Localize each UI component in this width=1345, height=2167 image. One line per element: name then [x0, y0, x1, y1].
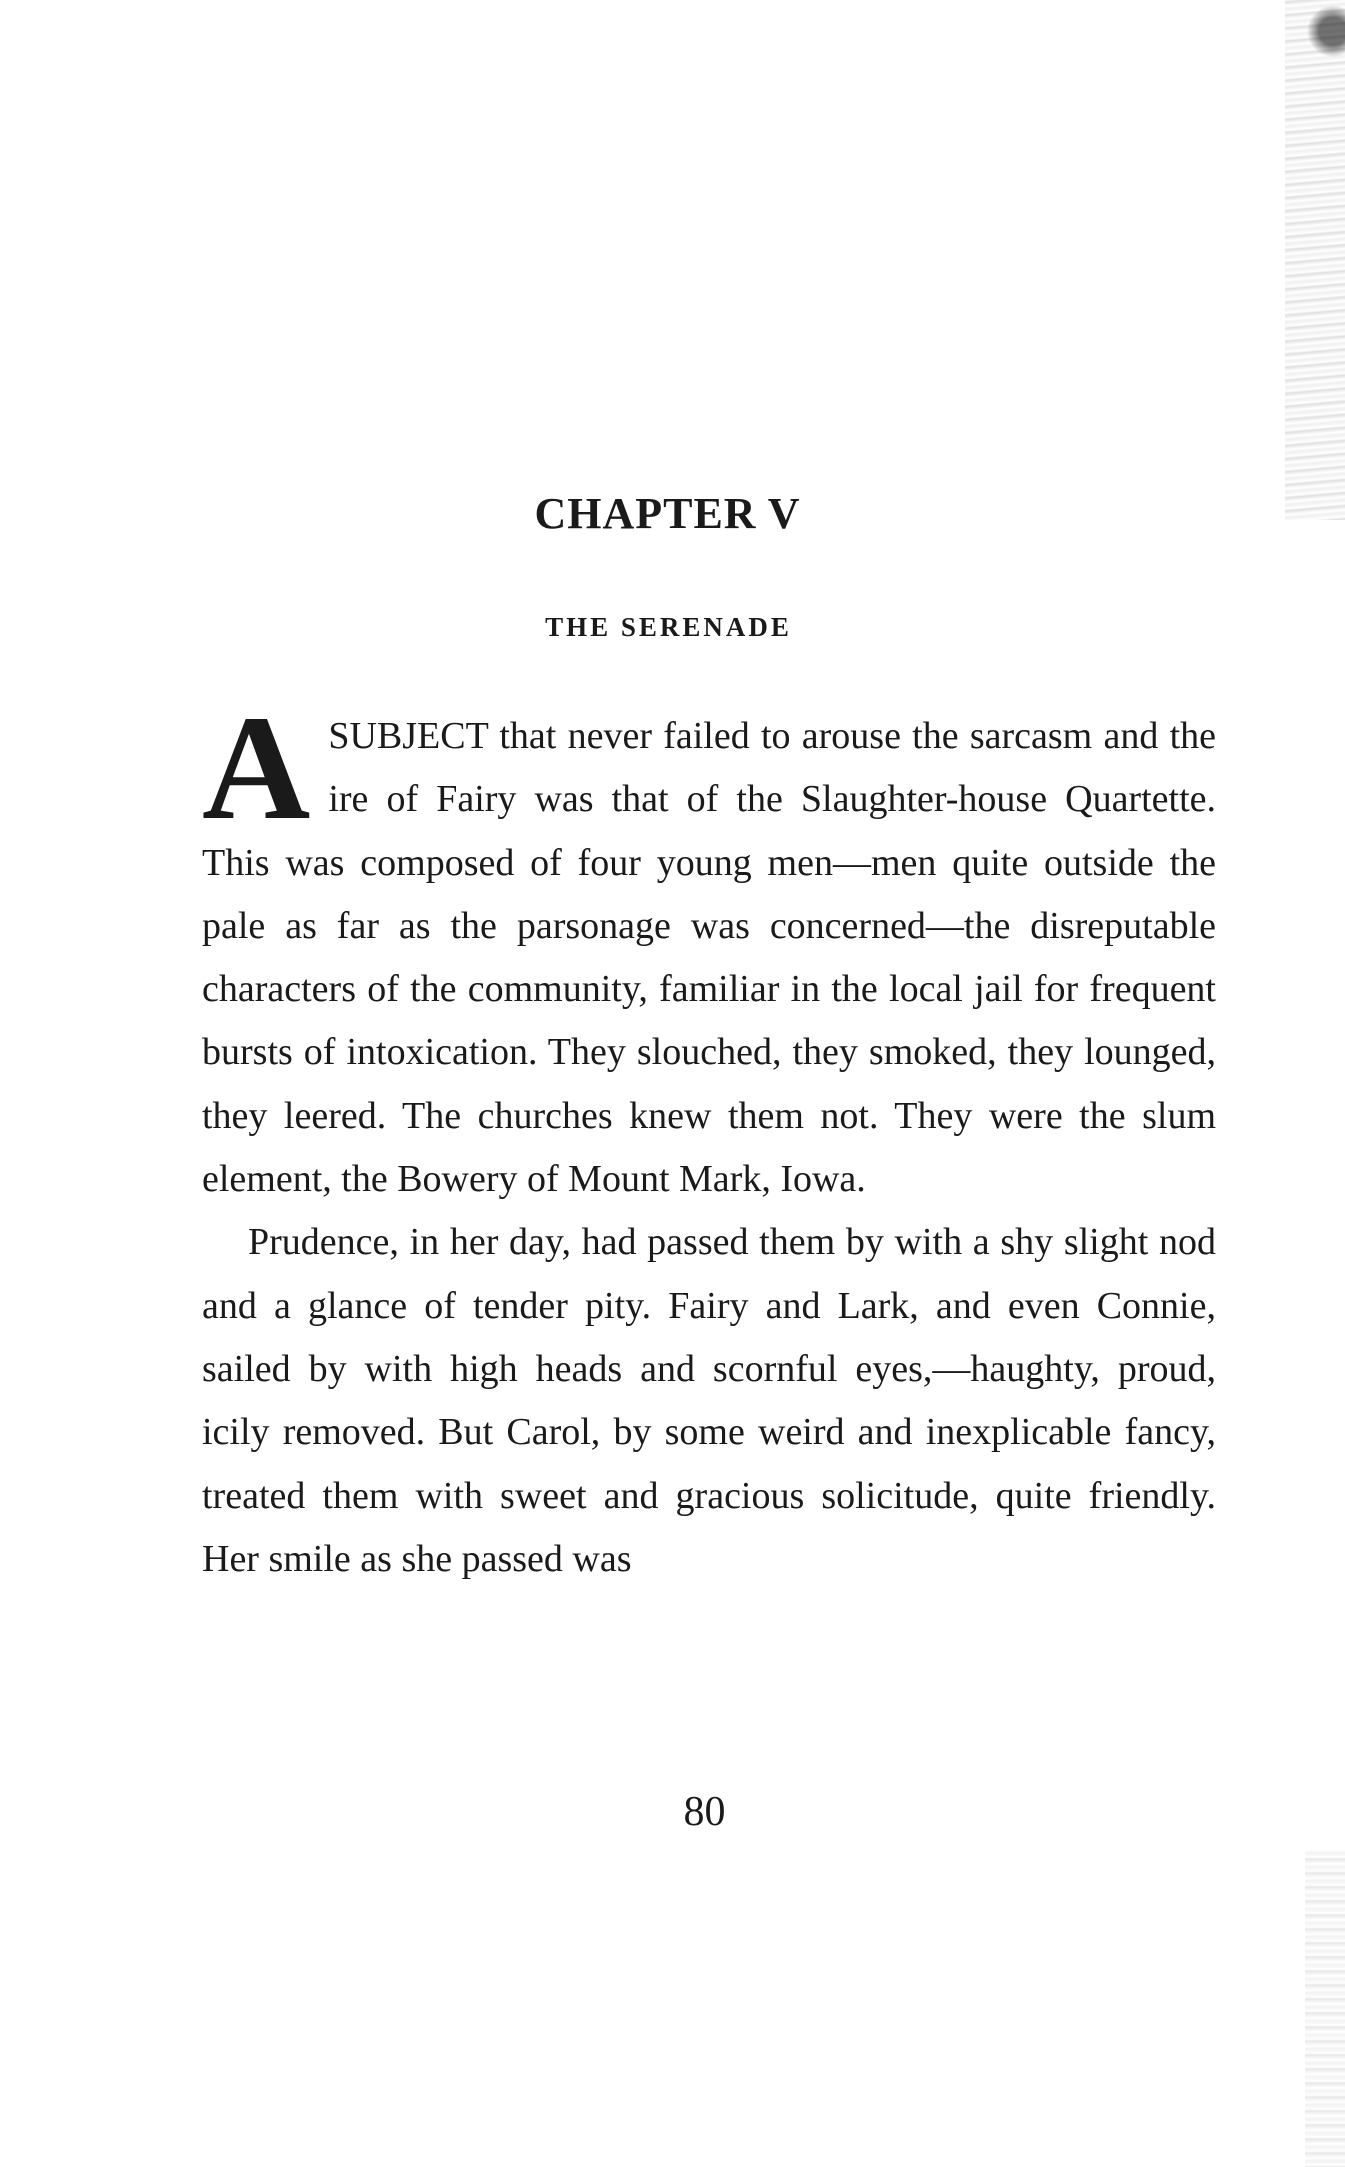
- drop-cap: A: [202, 685, 311, 851]
- chapter-heading-text: CHAPTER V: [534, 489, 801, 538]
- page-edge-scan-artifact-bottom: [1305, 1850, 1345, 2167]
- page-edge-scan-artifact: [1285, 0, 1345, 520]
- chapter-heading: [0, 488, 1345, 539]
- body-text: [202, 685, 1216, 1591]
- page-number-text: 80: [683, 1789, 726, 1835]
- section-heading: [0, 612, 1345, 643]
- paragraph-1-text: SUBJECT that never failed to arouse the sarcasm and the ire of Fairy was that of the Slaughter-house Quartette. This was composed of four young men—men quite outside the pale as far as the parsonage was concerned—the disreputable characters of the community, familiar in the local jail for frequent bursts of intoxication. They slouched, they smoked, they lounged, they leered. The churches knew them not. They were the slum element, the Bowery of Mount Mark, Iowa.: [202, 715, 1216, 1201]
- paragraph-1: [202, 685, 1216, 1211]
- paragraph-2: Prudence, in her day, had passed them by with a shy slight nod and a glance of tender pity. Fairy and Lark, and even Connie, sailed by with high heads and scornful eyes,—haughty, proud, icily removed. But Carol, by some weird and inexplicable fancy, treated them with sweet and gracious solicitude, quite friendly. Her smile as she passed was: [202, 1221, 1216, 1580]
- section-heading-text: THE SERENADE: [545, 612, 792, 642]
- page-number: [0, 1788, 1345, 1836]
